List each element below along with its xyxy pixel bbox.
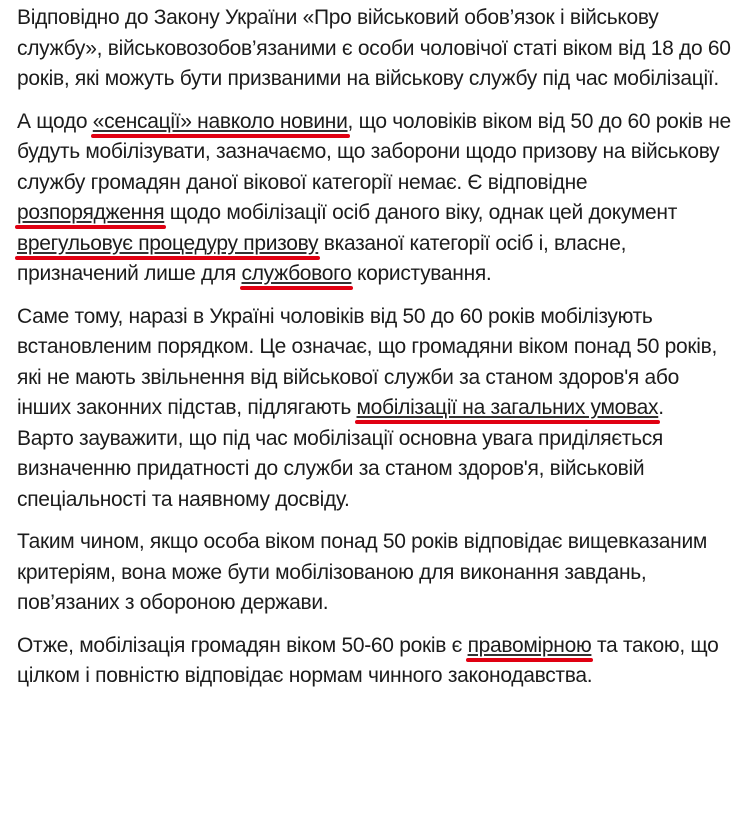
highlighted-phrase: мобілізації на загальних умовах — [356, 396, 659, 419]
text-segment: , що чоловіків віком від 50 до 60 років не будуть мобілізувати, зазначаємо, що заборони щодо призову на військову службу громадян даної вікової категорії немає. Є відповідне — [17, 109, 731, 194]
text-segment: та такою, що цілком і повністю відповідає нормам чинного законодавства. — [17, 633, 719, 687]
text-segment: . — [658, 396, 664, 419]
paragraph-2 — [17, 107, 732, 290]
article-body — [17, 3, 732, 704]
text-segment: Варто зауважити, що під час мобілізації основна увага приділяється визначенню придатності до служби за станом здоров'я, військовій спеціальності та наявному досвіду. — [17, 426, 664, 511]
paragraph-5 — [17, 527, 732, 619]
highlighted-phrase: врегульовує процедуру призову — [17, 231, 319, 255]
text-segment: А щодо — [17, 109, 93, 133]
text-segment: щодо мобілізації осіб даного віку, однак цей документ — [164, 201, 678, 224]
text-segment: Отже, мобілізація громадян віком 50-60 років є — [17, 633, 468, 657]
text-segment: Таким чином, якщо особа віком понад 50 років відповідає вищевказаним критеріям, вона може бути мобілізованою для виконання завдань, пов’язаних з обороною держави. — [17, 530, 708, 614]
highlighted-phrase: «сенсації» навколо новини — [92, 109, 348, 133]
text-segment: користування. — [351, 262, 492, 285]
text-segment: Саме тому, наразі в Україні чоловіків від 50 до 60 років мобілізують встановленим порядком. Це означає, що громадяни віком понад 50 років, які не мають звільнення від військової служби за станом здоров'я або інших законних підстав, підлягають — [17, 304, 718, 419]
highlighted-phrase: правомірною — [467, 633, 592, 657]
highlighted-phrase: розпорядження — [17, 201, 165, 224]
paragraph-4 — [17, 424, 732, 516]
highlighted-phrase: службового — [241, 262, 352, 285]
paragraph-1 — [17, 3, 732, 95]
paragraph-3 — [17, 302, 732, 424]
paragraph-6 — [17, 631, 732, 692]
text-segment: Відповідно до Закону України «Про військовий обов’язок і військову службу», військовозобов’язаними є особи чоловічої статі віком від 18 до 60 років, які можуть бути призваними на військову службу під час мобілізації. — [17, 6, 731, 90]
text-segment: вказаної категорії осіб і, власне, призначений лише для — [17, 231, 627, 285]
